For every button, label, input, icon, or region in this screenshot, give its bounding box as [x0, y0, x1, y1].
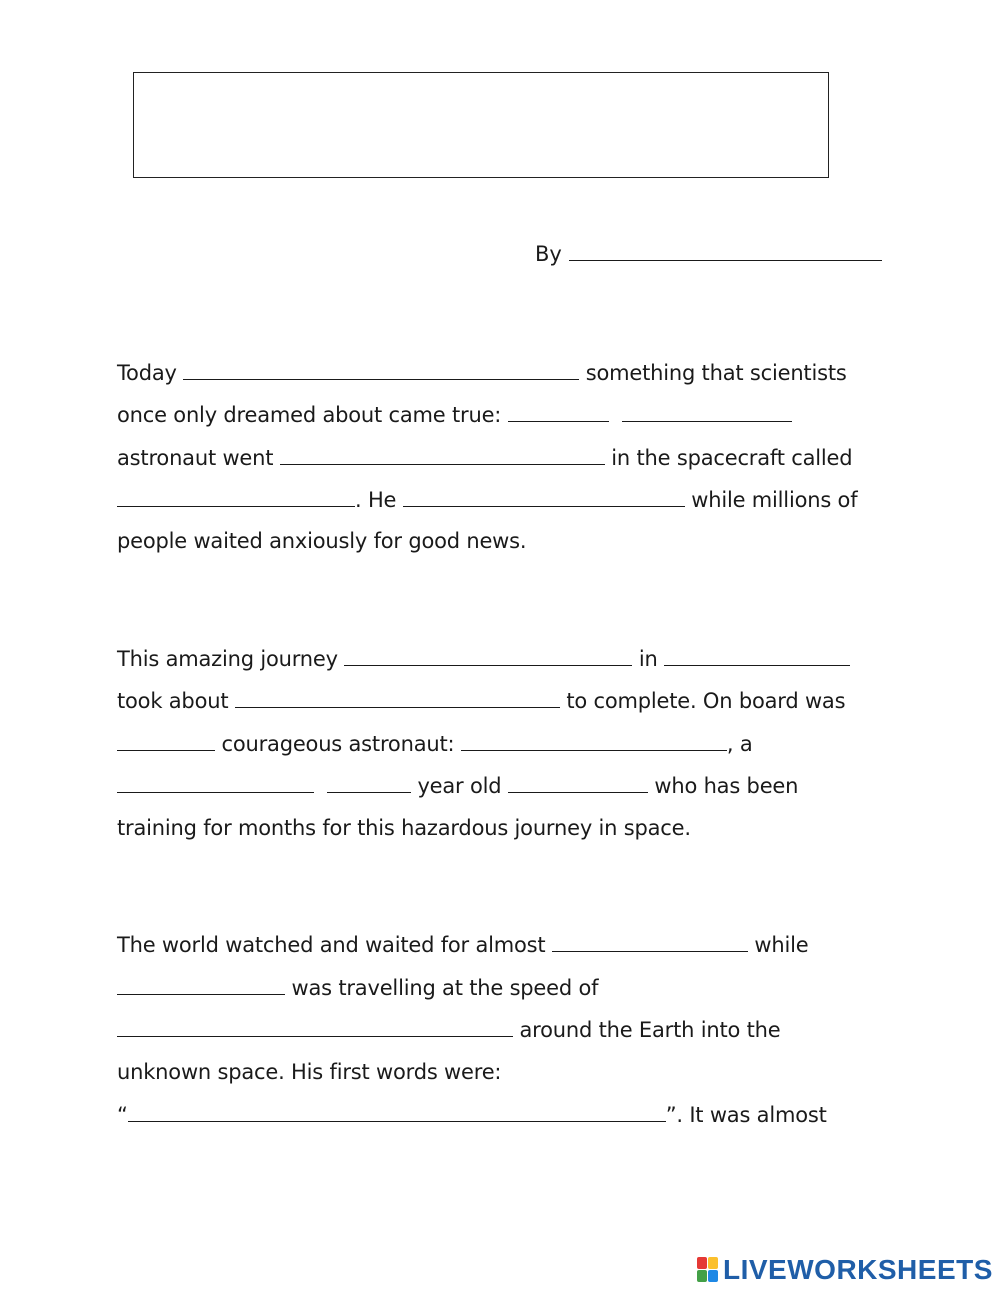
blank-age[interactable]	[327, 770, 411, 793]
p3-text: The world watched and waited for almost	[117, 933, 546, 957]
p2-text: training for months for this hazardous journey in space.	[117, 816, 691, 840]
p1-line-2	[117, 399, 792, 430]
by-label: By	[535, 242, 562, 266]
p3-text: around the Earth into the	[519, 1018, 781, 1042]
blank-duration[interactable]	[235, 685, 560, 708]
blank-destination[interactable]	[280, 442, 605, 465]
blank-journey-start[interactable]	[344, 643, 632, 666]
p3-line-2	[117, 972, 598, 1003]
p1-text: astronaut went	[117, 446, 274, 470]
title-input-box[interactable]	[133, 72, 829, 178]
p3-text: ”. It was almost	[665, 1103, 827, 1127]
p1-text: something that scientists	[585, 361, 847, 385]
blank-spacecraft-name[interactable]	[117, 484, 355, 507]
p2-text: This amazing journey	[117, 647, 338, 671]
p1-line-4	[117, 484, 857, 515]
p2-text: year old	[417, 774, 502, 798]
blank-date[interactable]	[183, 357, 579, 380]
liveworksheets-logo	[697, 1253, 993, 1287]
p3-text: unknown space. His first words were:	[117, 1060, 502, 1084]
blank-nationality[interactable]	[508, 399, 609, 422]
p1-text: people waited anxiously for good news.	[117, 529, 527, 553]
p1-text: once only dreamed about came true:	[117, 403, 502, 427]
author-line	[535, 238, 882, 269]
blank-wait-time[interactable]	[552, 929, 748, 952]
p2-line-2	[117, 685, 845, 716]
p1-text: . He	[355, 488, 397, 512]
blank-astronaut-descriptor[interactable]	[622, 399, 792, 422]
p3-text: while	[754, 933, 809, 957]
p2-text: to complete. On board was	[566, 689, 846, 713]
blank-occupation[interactable]	[508, 770, 648, 793]
blank-astronaut-ref[interactable]	[117, 972, 285, 995]
p3-line-1	[117, 929, 809, 960]
blank-adjective[interactable]	[117, 770, 314, 793]
liveworksheets-logo-icon	[697, 1257, 719, 1283]
p2-text: , a	[726, 732, 753, 756]
blank-astronaut-name[interactable]	[461, 728, 727, 751]
p1-text: Today	[117, 361, 177, 385]
p3-line-3	[117, 1014, 781, 1045]
blank-first-words[interactable]	[128, 1099, 666, 1122]
blank-location[interactable]	[664, 643, 850, 666]
p2-line-5	[117, 813, 691, 843]
p2-line-3	[117, 728, 753, 759]
p2-text: courageous astronaut:	[221, 732, 455, 756]
p1-text: in the spacecraft called	[611, 446, 853, 470]
logo-text: LIVEWORKSHEETS	[723, 1254, 993, 1285]
open-quote: “	[117, 1103, 128, 1127]
blank-count[interactable]	[117, 728, 215, 751]
p1-line-3	[117, 442, 852, 473]
p2-text: took about	[117, 689, 229, 713]
p1-line-5	[117, 526, 526, 556]
p2-text: in	[638, 647, 658, 671]
author-name-blank[interactable]	[569, 238, 882, 261]
p2-line-1	[117, 643, 850, 674]
p2-text: who has been	[654, 774, 799, 798]
p3-line-5	[117, 1099, 827, 1130]
p2-line-4	[117, 770, 798, 801]
blank-speed[interactable]	[117, 1014, 513, 1037]
blank-action[interactable]	[403, 484, 685, 507]
p3-text: was travelling at the speed of	[291, 976, 599, 1000]
p1-line-1	[117, 357, 847, 388]
p1-text: while millions of	[691, 488, 858, 512]
p3-line-4	[117, 1057, 501, 1087]
